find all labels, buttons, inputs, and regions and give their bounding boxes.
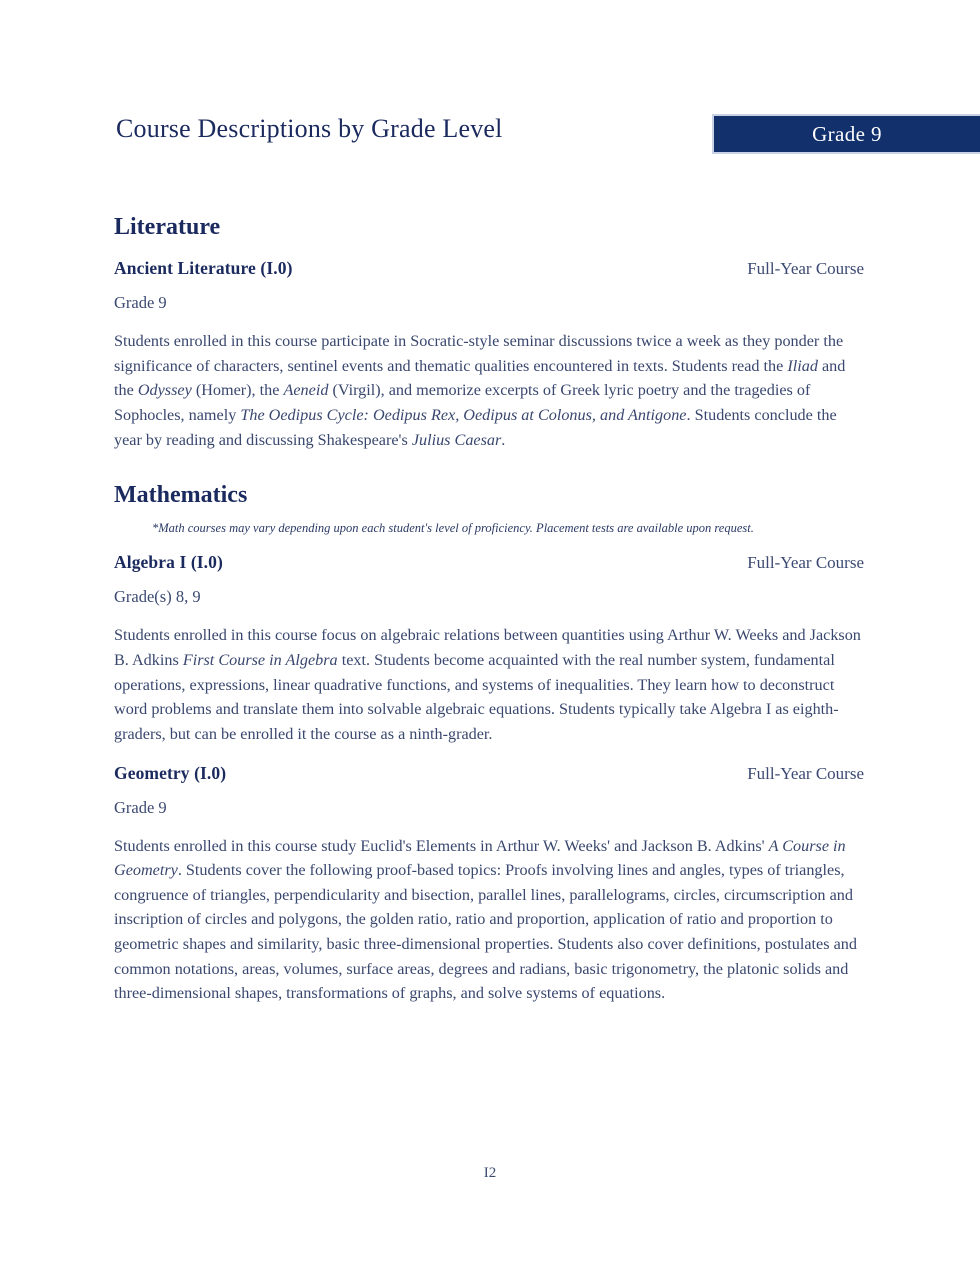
page-header (0, 108, 980, 160)
course-grade-level: Grade 9 (114, 293, 167, 312)
course-header (114, 258, 864, 279)
course-grade-level: Grade(s) 8, 9 (114, 587, 201, 607)
page-number: I2 (483, 1165, 497, 1181)
course-ancient-literature (114, 258, 864, 452)
grade-banner (712, 114, 980, 154)
course-term: Full-Year Course (747, 763, 864, 783)
course-algebra-i (114, 552, 864, 746)
course-description: Students enrolled in this course participate in Socratic-style seminar discussions twice a week as they ponder the significance of characters, sentinel events and thematic qualities encountered in texts. Students read the Iliad and the Odyssey (Homer), the Aeneid (Virgil), and memorize excerpts of Greek lyric poetry and the tragedies of Sophocles, namely The Oedipus Cycle: Oedipus Rex, Oedipus at Colonus, and Antigone. Students conclude the year by reading and discussing Shakespeare's Julius Caesar. (114, 332, 846, 449)
section-heading-literature: Literature (114, 214, 221, 240)
section-note-mathematics: *Math courses may vary depending upon each student's level of proficiency. Placement tests are available upon request. (152, 521, 754, 536)
grade-banner-label: Grade 9 (812, 121, 882, 146)
course-title: Ancient Literature (I.0) (114, 258, 293, 278)
course-term: Full-Year Course (747, 553, 864, 573)
section-heading-mathematics: Mathematics (114, 482, 248, 509)
course-title: Algebra I (I.0) (114, 552, 223, 573)
course-description: Students enrolled in this course study Euclid's Elements in Arthur W. Weeks' and Jackson B. Adkins' A Course in Geometry. Students cover the following proof-based topics: Proofs involving lines and angles, types of triangles, congruence of triangles, perpendicularity and bisection, parallel lines, parallelograms, circles, circumscription and inscription of circles and polygons, the golden ratio, ratio and proportion, application of ratio and proportion to geometric shapes and similarity, basic three-dimensional properties. Students also cover definitions, postulates and common notations, areas, volumes, surface areas, degrees and radians, basic trigonometry, the platonic solids and three-dimensional shapes, transformations of graphs, and solve systems of equations. (114, 836, 857, 1003)
document-body (114, 212, 864, 1012)
page-title: Course Descriptions by Grade Level (116, 114, 503, 143)
section-literature (114, 212, 864, 452)
course-header (114, 763, 864, 784)
course-description: Students enrolled in this course focus on algebraic relations between quantities using Arthur W. Weeks and Jackson B. Adkins First Course in Algebra text. Students become acquainted with the real number system, fundamental operations, expressions, linear quadrative functions, and systems of inequalities. They learn how to deconstruct word problems and translate them into solvable algebraic equations. Students typically take Algebra I as eighth-graders, but can be enrolled it the course as a ninth-grader. (114, 626, 861, 743)
course-header (114, 552, 864, 573)
course-title: Geometry (I.0) (114, 762, 227, 783)
course-grade-level: Grade 9 (114, 797, 167, 817)
course-geometry (114, 763, 864, 1006)
section-mathematics (114, 480, 864, 1006)
course-term: Full-Year Course (747, 259, 864, 278)
